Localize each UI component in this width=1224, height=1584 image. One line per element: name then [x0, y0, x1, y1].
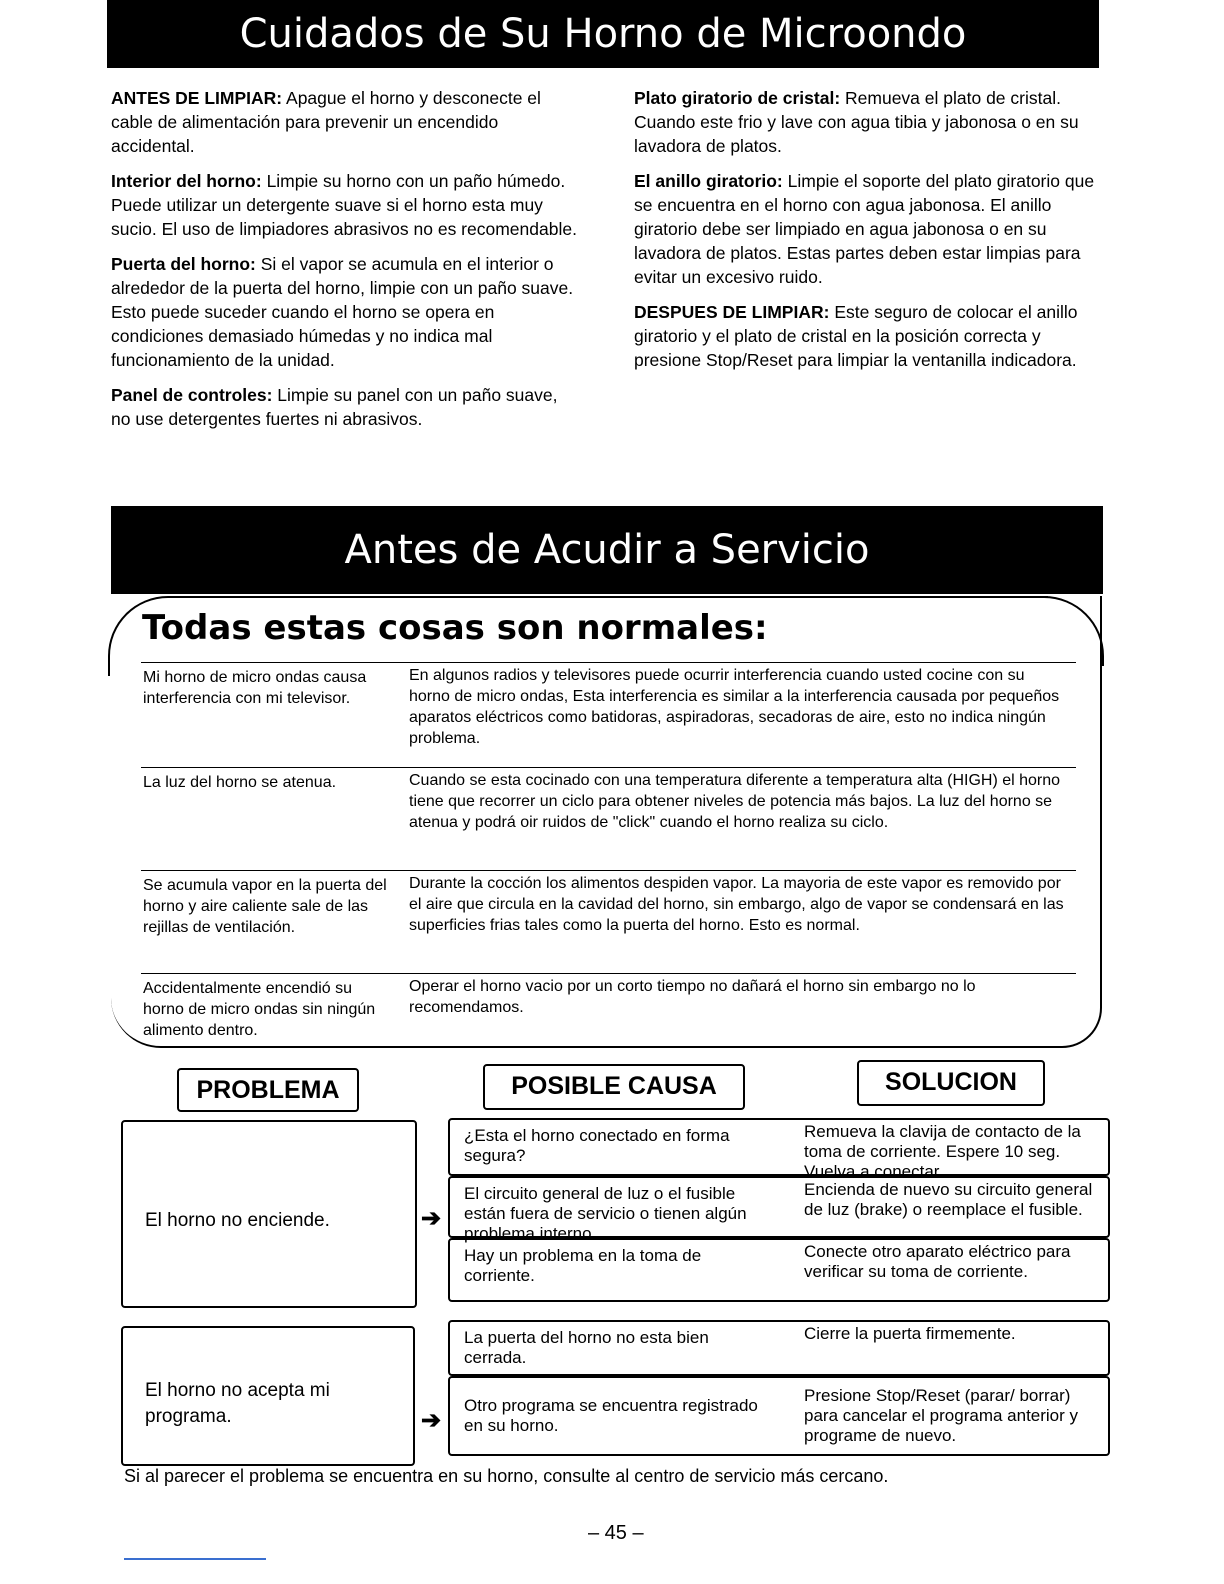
cause-text: ¿Esta el horno conectado en forma segura? — [464, 1126, 730, 1165]
section-title-service: Antes de Acudir a Servicio — [111, 506, 1103, 594]
normal-answer: En algunos radios y televisores puede ocurrir interferencia cuando usted cocine con su horno de micro ondas, Esta interferencia es similar a la interferencia causada por pequeños aparatos eléctricos como batidoras, aspiradoras, secadoras de aire, esto no indica ningún problema. — [409, 667, 1060, 747]
normal-answer: Cuando se esta cocinado con una temperatura diferente a temperatura alta (HIGH) el horno tiene que recorrer un ciclo para obtener niveles de potencia más bajos. La luz del horno se atenua y podrá oir ruidos de "click" cuando el horno realiza su ciclo. — [409, 772, 1061, 831]
cause-text: La puerta del horno no esta bien cerrada. — [464, 1328, 709, 1367]
normal-row — [141, 767, 1076, 868]
normal-question: Mi horno de micro ondas causa interferencia con mi televisor. — [143, 669, 367, 707]
cause-solution-row — [448, 1320, 1110, 1376]
cause-text: El circuito general de luz o el fusible están fuera de servicio o tienen algún problema interno. — [464, 1184, 747, 1243]
care-paragraph: El anillo giratorio: Limpie el soporte del plato giratorio que se encuentra en el horno con agua jabonosa. El anillo giratorio debe ser limpiado en agua jabonosa o en su lavadora de platos. Estas partes deben estar limpias para evitar un excesivo ruido. — [634, 171, 1095, 287]
header-problema: PROBLEMA — [177, 1068, 359, 1112]
cause-solution-row — [448, 1118, 1110, 1181]
care-paragraph-continued: Esto puede suceder cuando el horno se opera en condiciones demasiado húmedas y no indica mal funcionamiento de la unidad. — [111, 302, 495, 370]
problem-box — [121, 1120, 417, 1308]
solution-text: Conecte otro aparato eléctrico para verificar su toma de corriente. — [804, 1242, 1071, 1281]
care-left-column — [111, 86, 581, 442]
normal-question: Accidentalmente encendió su horno de micro ondas sin ningún alimento dentro. — [143, 980, 376, 1039]
solution-text: Encienda de nuevo su circuito general de luz (brake) o reemplace el fusible. — [804, 1180, 1093, 1219]
care-paragraph: DESPUES DE LIMPIAR: Este seguro de colocar el anillo giratorio y el plato de cristal en la posición correcta y presione Stop/Reset para limpiar la ventanilla indicadora. — [634, 302, 1078, 370]
care-paragraph: Interior del horno: Limpie su horno con un paño húmedo. Puede utilizar un detergente suave si el horno esta muy sucio. El uso de limpiadores abrasivos no es recomendable. — [111, 171, 577, 239]
section-title-care: Cuidados de Su Horno de Microondo — [107, 0, 1099, 68]
normal-answer: Operar el horno vacio por un corto tiempo no dañará el horno sin embargo no lo recomendamos. — [409, 978, 976, 1016]
solution-text: Presione Stop/Reset (parar/ borrar) para cancelar el programa anterior y programe de nuevo. — [804, 1386, 1079, 1445]
problem-box — [121, 1326, 415, 1466]
normal-row — [141, 662, 1076, 763]
cause-solution-row — [448, 1176, 1110, 1243]
cause-solution-row — [448, 1238, 1110, 1302]
normal-row — [141, 870, 1076, 971]
cause-text: Hay un problema en la toma de corriente. — [464, 1246, 702, 1285]
page-number: – 45 – — [588, 1522, 644, 1544]
care-paragraph: Puerta del horno: Si el vapor se acumula en el interior o alrededor de la puerta del horno, limpie con un paño suave. — [111, 254, 574, 298]
normal-box-top-edge — [168, 596, 1048, 598]
cause-text: Otro programa se encuentra registrado en su horno. — [464, 1396, 758, 1435]
footer-rule — [124, 1558, 266, 1560]
normal-heading: Todas estas cosas son normales: — [142, 608, 768, 648]
footnote: Si al parecer el problema se encuentra en su horno, consulte al centro de servicio más cercano. — [124, 1466, 889, 1486]
care-paragraph: Panel de controles: Limpie su panel con un paño suave, no use detergentes fuertes ni abrasivos. — [111, 385, 558, 429]
care-right-column — [634, 86, 1104, 383]
solution-text: Remueva la clavija de contacto de la toma de corriente. Espere 10 seg. Vuelva a conectar. — [804, 1122, 1081, 1181]
problem-text: El horno no enciende. — [145, 1210, 330, 1231]
care-paragraph: Plato giratorio de cristal: Remueva el plato de cristal. Cuando este frio y lave con agua tibia y jabonosa o en su lavadora de platos. — [634, 88, 1079, 156]
arrow-right-icon: ➔ — [421, 1407, 442, 1434]
header-solucion: SOLUCION — [857, 1060, 1045, 1106]
normal-row — [141, 973, 1076, 1044]
cause-solution-row — [448, 1376, 1110, 1456]
normal-question: La luz del horno se atenua. — [143, 774, 337, 791]
care-paragraph: ANTES DE LIMPIAR: Apague el horno y desconecte el cable de alimentación para prevenir un encendido accidental. — [111, 88, 541, 156]
problem-text: El horno no acepta mi programa. — [145, 1380, 330, 1427]
header-posible-causa: POSIBLE CAUSA — [483, 1064, 745, 1110]
arrow-right-icon: ➔ — [421, 1205, 442, 1232]
normal-question: Se acumula vapor en la puerta del horno y aire caliente sale de las rejillas de ventilación. — [143, 877, 387, 936]
solution-text: Cierre la puerta firmemente. — [804, 1324, 1016, 1343]
normal-answer: Durante la cocción los alimentos despiden vapor. La mayoria de este vapor es removido por el aire que circula en la cavidad del horno, sin embargo, algo de vapor se condensará en las superficies frias tales como la puerta del horno. Esto es normal. — [409, 875, 1064, 934]
